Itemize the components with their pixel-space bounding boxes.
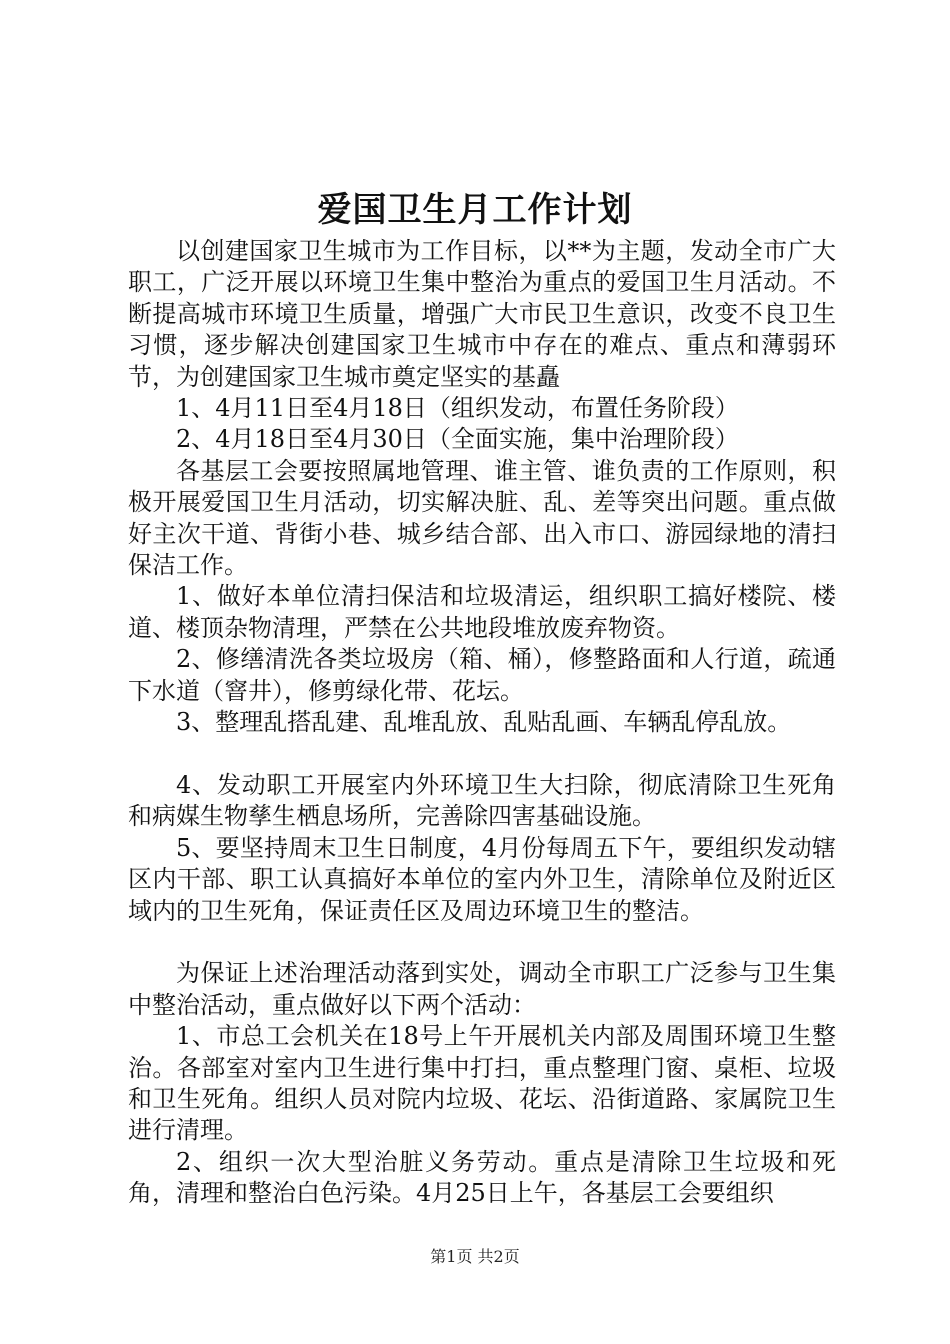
paragraph-activity-1: 1、市总工会机关在18号上午开展机关内部及周围环境卫生整治。各部室对室内卫生进行集中打扫，重点整理门窗、桌柜、垃圾和卫生死角。组织人员对院内垃圾、花坛、沿街道路、家属院卫生进行清理。 <box>128 1022 836 1145</box>
paragraph-activities-intro: 为保证上述治理活动落到实处，调动全市职工广泛参与卫生集中整治活动，重点做好以下两个活动： <box>128 959 836 1019</box>
paragraph-item-5: 5、要坚持周末卫生日制度，4月份每周五下午，要组织发动辖区内干部、职工认真搞好本单位的室内外卫生，清除单位及附近区域内的卫生死角，保证责任区及周边环境卫生的整洁。 <box>128 833 836 925</box>
paragraph-requirements: 各基层工会要按照属地管理、谁主管、谁负责的工作原则，积极开展爱国卫生月活动，切实解决脏、乱、差等突出问题。重点做好主次干道、背街小巷、城乡结合部、出入市口、游园绿地的清扫保洁工作。 <box>128 456 836 580</box>
paragraph-item-3: 3、整理乱搭乱建、乱堆乱放、乱贴乱画、车辆乱停乱放。 <box>176 708 792 737</box>
paragraph-item-1: 1、做好本单位清扫保洁和垃圾清运，组织职工搞好楼院、楼道、楼顶杂物清理，严禁在公共地段堆放废弃物资。 <box>128 582 836 642</box>
blank-line <box>128 739 836 770</box>
paragraph-activity-2: 2、组织一次大型治脏义务劳动。重点是清除卫生垃圾和死角，清理和整治白色污染。4月25日上午，各基层工会要组织 <box>128 1147 836 1208</box>
paragraph-item-2: 2、修缮清洗各类垃圾房（箱、桶），修整路面和人行道，疏通下水道（窨井），修剪绿化带、花坛。 <box>128 645 836 705</box>
paragraph-intro: 以创建国家卫生城市为工作目标，以**为主题，发动全市广大职工，广泛开展以环境卫生集中整治为重点的爱国卫生月活动。不断提高城市环境卫生质量，增强广大市民卫生意识，改变不良卫生习惯，逐步解决创建国家卫生城市中存在的难点、重点和薄弱环节，为创建国家卫生城市奠定坚实的基矗 <box>128 237 836 391</box>
blank-line <box>128 927 836 958</box>
paragraph-stage-1: 1、4月11日至4月18日（组织发动，布置任务阶段） <box>176 394 739 423</box>
document-title: 爱国卫生月工作计划 <box>317 190 633 230</box>
paragraph-item-4: 4、发动职工开展室内外环境卫生大扫除，彻底清除卫生死角和病媒生物孳生栖息场所，完善除四害基础设施。 <box>128 770 836 831</box>
document-body <box>128 236 836 1210</box>
page-number-footer: 第1页 共2页 <box>430 1247 520 1266</box>
paragraph-stage-2: 2、4月18日至4月30日（全面实施，集中治理阶段） <box>176 425 739 454</box>
